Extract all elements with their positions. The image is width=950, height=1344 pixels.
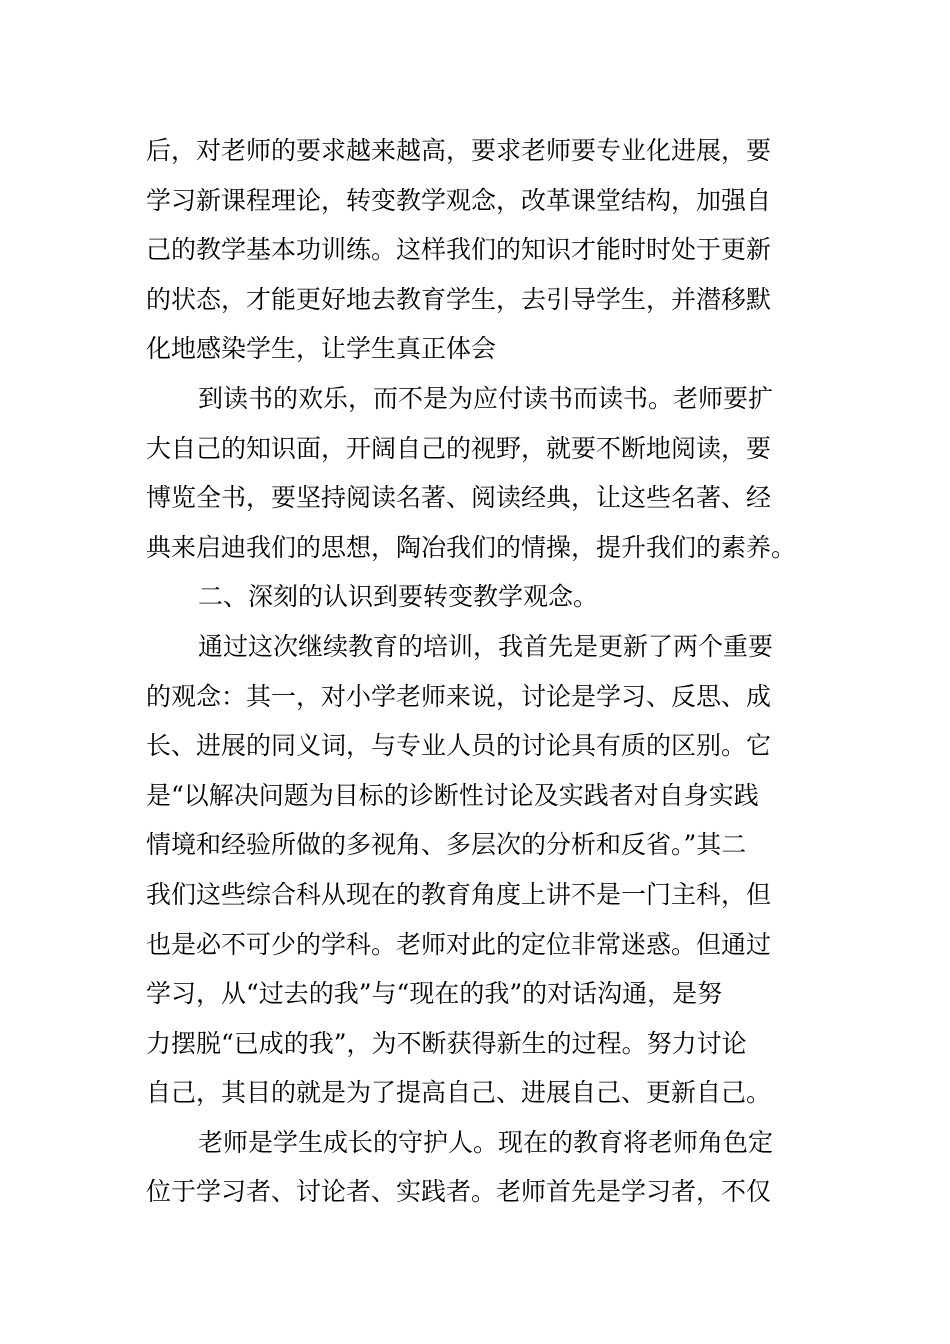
text-line: 也是必不可少的学科。老师对此的定位非常迷惑。但通过 (146, 929, 772, 959)
text-line: 力摆脱“已成的我”，为不断获得新生的过程。努力讨论 (146, 1028, 747, 1058)
text-line: 位于学习者、讨论者、实践者。老师首先是学习者，不仅 (146, 1177, 772, 1207)
text-line: 博览全书，要坚持阅读名著、阅读经典，让这些名著、经 (146, 483, 772, 513)
text-line: 老师是学生成长的守护人。现在的教育将老师角色定 (198, 1127, 774, 1157)
text-line: 情境和经验所做的多视角、多层次的分析和反省。”其二 (146, 830, 747, 860)
text-line: 己的教学基本功训练。这样我们的知识才能时时处于更新 (146, 235, 772, 265)
body-text (146, 126, 810, 1217)
text-line: 大自己的知识面，开阔自己的视野，就要不断地阅读，要 (146, 433, 772, 463)
text-line: 学习新课程理论，转变教学观念，改革课堂结构，加强自 (146, 185, 772, 215)
text-line: 通过这次继续教育的培训，我首先是更新了两个重要 (198, 631, 774, 661)
text-line: 长、进展的同义词，与专业人员的讨论具有质的区别。它 (146, 731, 772, 761)
text-line: 的状态，才能更好地去教育学生，去引导学生，并潜移默 (146, 284, 772, 314)
text-line: 学习，从“过去的我”与“现在的我”的对话沟通，是努 (146, 979, 723, 1009)
text-line: 是“以解决问题为目标的诊断性讨论及实践者对自身实践 (146, 780, 759, 810)
text-line: 后，对老师的要求越来越高，要求老师要专业化进展，要 (146, 136, 772, 165)
text-line: 我们这些综合科从现在的教育角度上讲不是一门主科，但 (146, 879, 772, 909)
text-line: 化地感染学生，让学生真正体会 (146, 334, 497, 364)
text-line: 典来启迪我们的思想，陶冶我们的情操，提升我们的素养。 (146, 532, 797, 562)
text-line: 的观念：其一，对小学老师来说，讨论是学习、反思、成 (146, 681, 772, 711)
text-line: 自己，其目的就是为了提高自己、进展自己、更新自己。 (146, 1078, 772, 1108)
section-heading: 二、深刻的认识到要转变教学观念。 (198, 582, 599, 612)
text-line: 到读书的欢乐，而不是为应付读书而读书。老师要扩 (198, 383, 774, 413)
